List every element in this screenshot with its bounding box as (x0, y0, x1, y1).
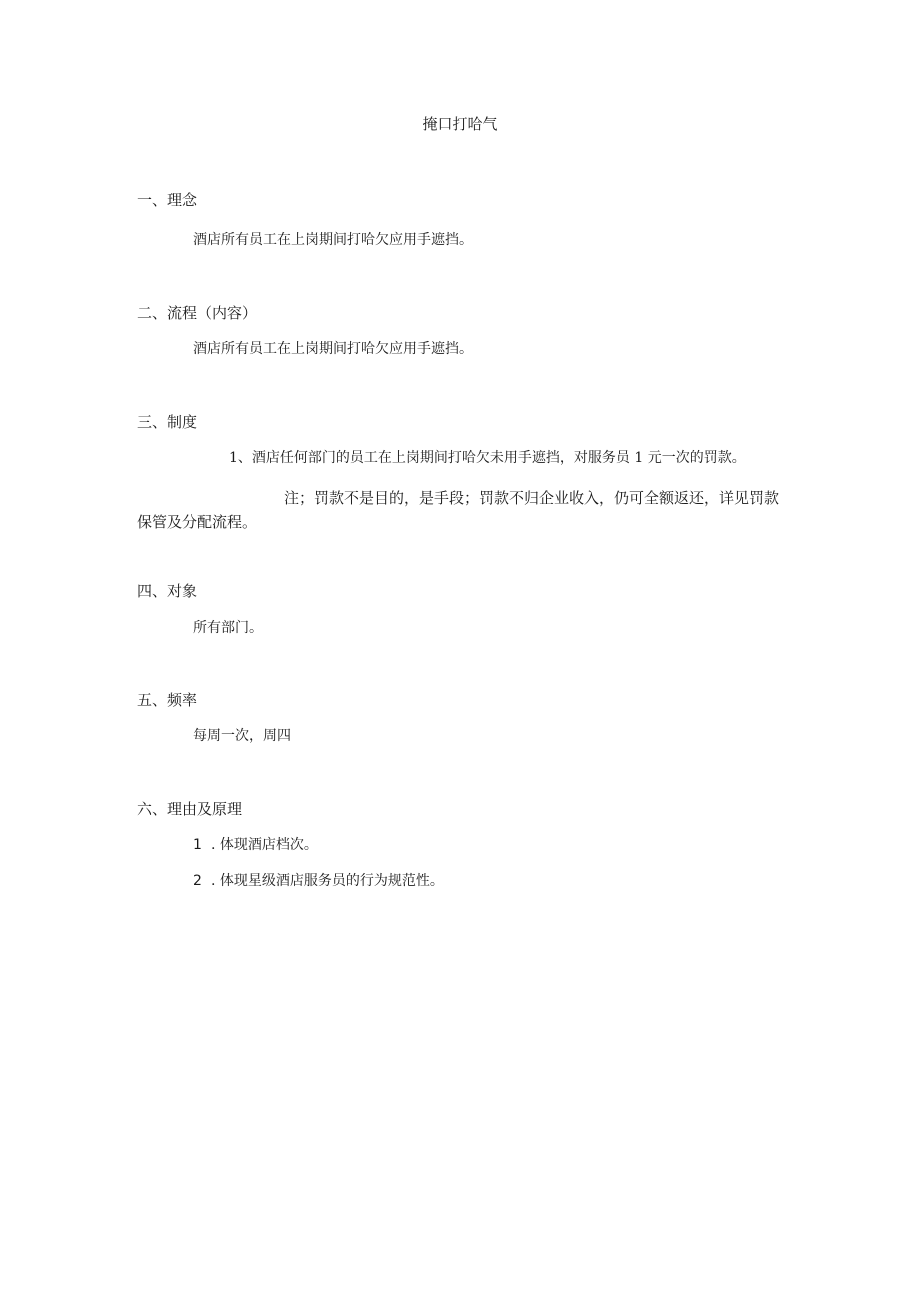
regulation-rule: 1、酒店任何部门的员工在上岗期间打哈欠未用手遮挡，对服务员 1 元一次的罚款。 (229, 450, 746, 466)
regulation-note: 注；罚款不是目的，是手段；罚款不归企业收入，仍可全额返还，详见罚款保管及分配流程。 (137, 489, 780, 531)
list-item-text: . 体现星级酒店服务员的行为规范性。 (211, 873, 444, 889)
section-text-target: 所有部门。 (193, 620, 263, 636)
section-heading-target: 四、对象 (137, 582, 198, 600)
list-item (193, 834, 318, 856)
list-item-number: 2 (193, 873, 202, 889)
document-title: 掩口打哈气 (422, 115, 498, 133)
section-text-frequency: 每周一次，周四 (193, 728, 291, 744)
section-text-concept: 酒店所有员工在上岗期间打哈欠应用手遮挡。 (193, 232, 473, 248)
list-item-text: . 体现酒店档次。 (211, 837, 318, 853)
section-heading-regulation: 三、制度 (137, 413, 198, 431)
list-item-number: 1 (193, 837, 202, 853)
section-heading-concept: 一、理念 (137, 191, 198, 209)
section-heading-rationale: 六、理由及原理 (137, 800, 243, 818)
list-item (193, 870, 444, 892)
section-heading-process: 二、流程（内容） (137, 304, 258, 322)
section-text-process: 酒店所有员工在上岗期间打哈欠应用手遮挡。 (193, 341, 473, 357)
section-heading-frequency: 五、频率 (137, 691, 198, 709)
